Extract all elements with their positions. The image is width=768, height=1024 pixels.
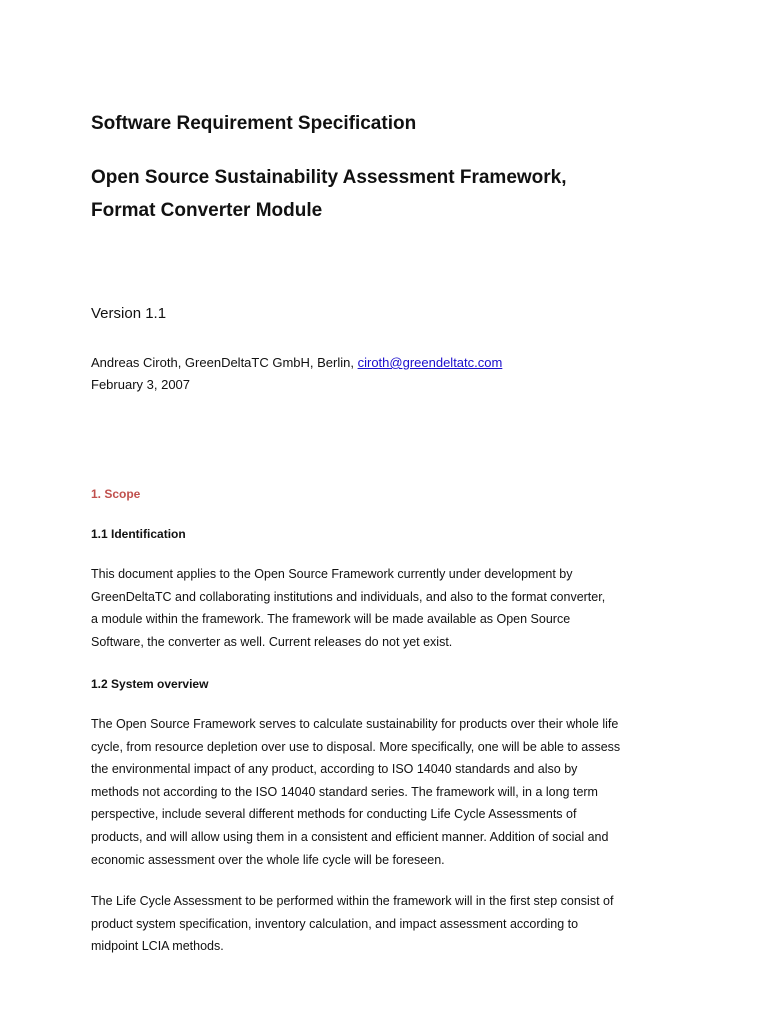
- subsection-heading-system-overview: 1.2 System overview: [91, 677, 209, 691]
- paragraph-line: cycle, from resource depletion over use to disposal. More specifically, one will be able to assess: [91, 739, 621, 754]
- author-line: [91, 352, 502, 374]
- system-overview-paragraph-1: [91, 713, 691, 871]
- section-heading-scope: 1. Scope: [91, 487, 141, 501]
- document-subtitle: [91, 161, 567, 227]
- system-overview-paragraph-2: [91, 890, 691, 958]
- paragraph-line: the environmental impact of any product, according to ISO 14040 standards and also by: [91, 762, 578, 777]
- paragraph-line: methods not according to the ISO 14040 standard series. The framework will, in a long term: [91, 784, 598, 799]
- paragraph-line: The Life Cycle Assessment to be performed within the framework will in the first step consist of: [91, 894, 614, 908]
- identification-paragraph: [91, 563, 691, 653]
- subtitle-line: Open Source Sustainability Assessment Framework,: [91, 167, 567, 188]
- paragraph-line: This document applies to the Open Source Framework currently under development by: [91, 567, 573, 581]
- paragraph-line: perspective, include several different methods for conducting Life Cycle Assessments of: [91, 807, 577, 822]
- subsection-heading-identification: 1.1 Identification: [91, 527, 186, 541]
- version-label: Version 1.1: [91, 305, 167, 322]
- author-text: Andreas Ciroth, GreenDeltaTC GmbH, Berlin,: [91, 355, 358, 370]
- paragraph-line: economic assessment over the whole life cycle will be foreseen.: [91, 852, 445, 867]
- paragraph-line: products, and will allow using them in a consistent and efficient manner. Addition of social and: [91, 829, 609, 844]
- document-title: Software Requirement Specification: [91, 113, 417, 134]
- paragraph-line: Software, the converter as well. Current releases do not yet exist.: [91, 634, 453, 649]
- paragraph-line: midpoint LCIA methods.: [91, 939, 224, 954]
- paragraph-line: product system specification, inventory calculation, and impact assessment according to: [91, 916, 579, 931]
- author-email-link[interactable]: ciroth@greendeltatc.com: [357, 355, 503, 370]
- document-date: February 3, 2007: [91, 377, 191, 392]
- paragraph-line: GreenDeltaTC and collaborating institutions and individuals, and also to the format converter,: [91, 589, 606, 604]
- subtitle-line: Format Converter Module: [91, 200, 323, 221]
- paragraph-line: a module within the framework. The framework will be made available as Open Source: [91, 612, 571, 627]
- paragraph-line: The Open Source Framework serves to calculate sustainability for products over their whole life: [91, 717, 619, 731]
